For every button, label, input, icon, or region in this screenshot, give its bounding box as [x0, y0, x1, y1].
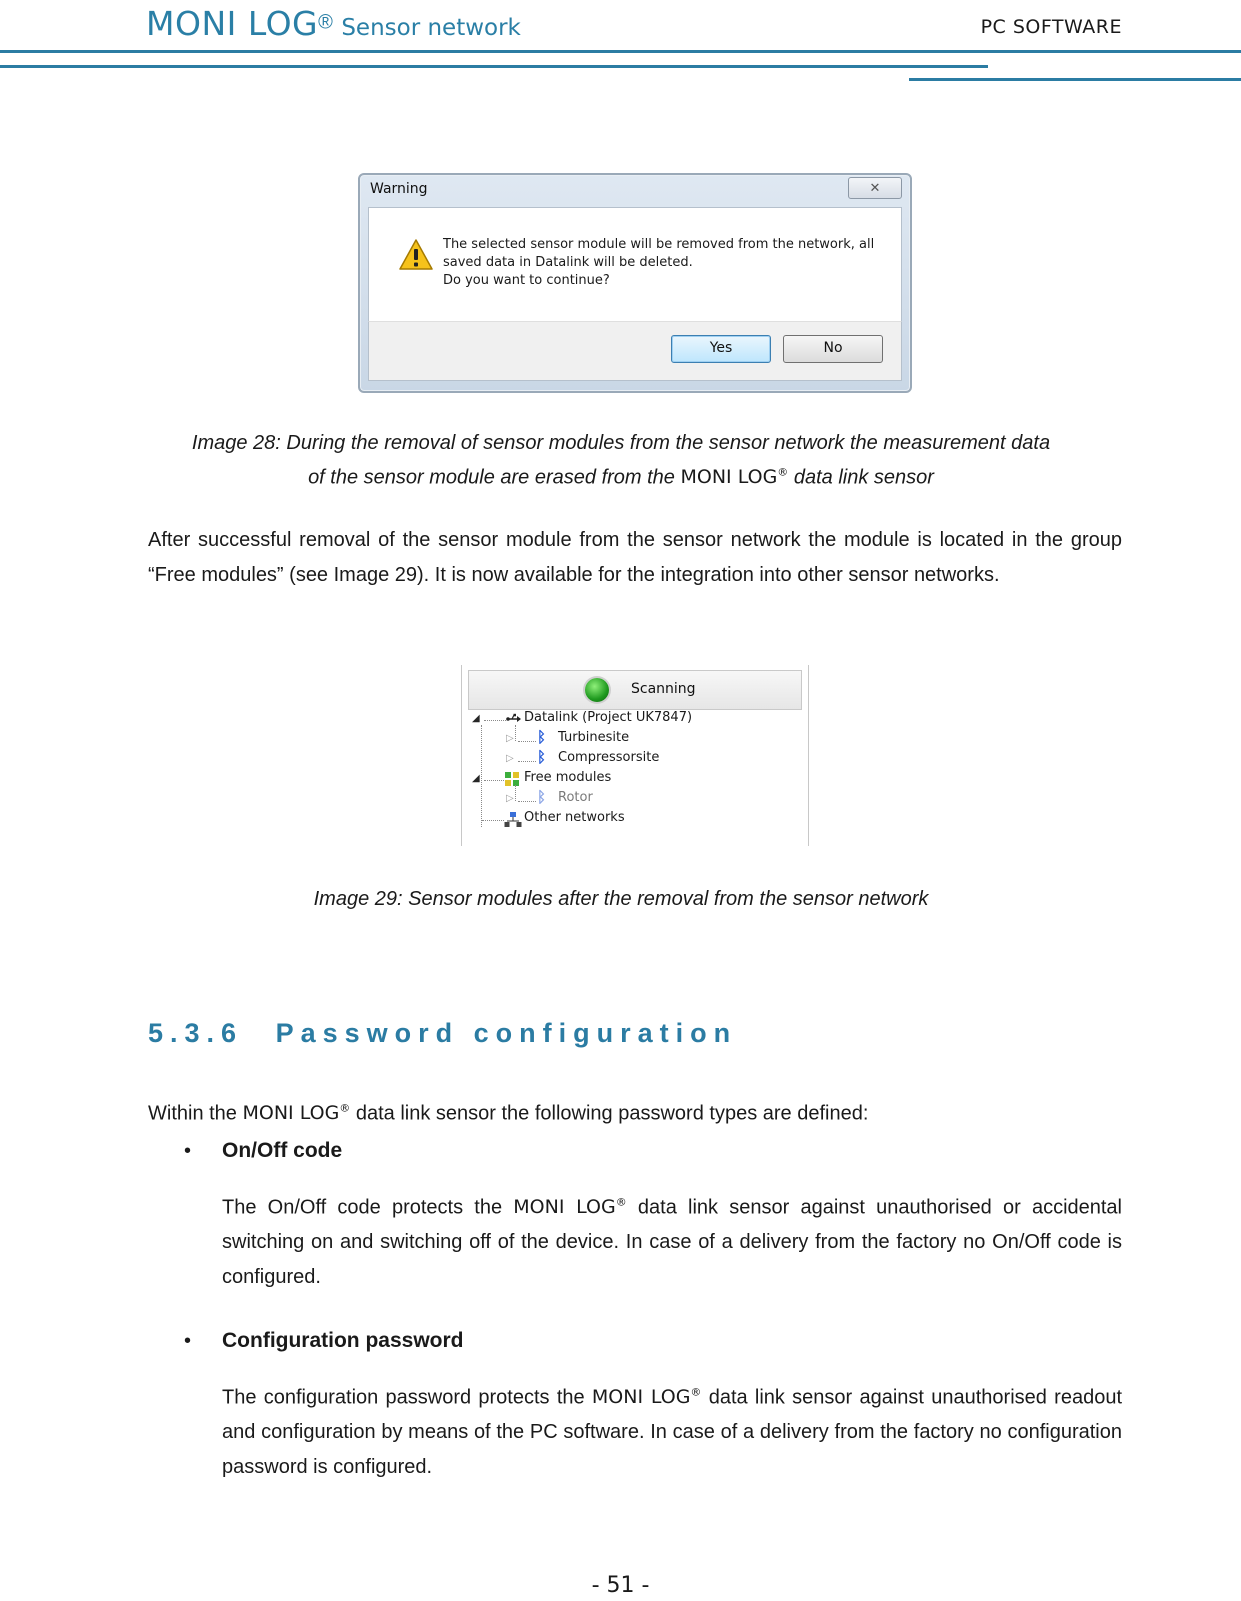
expand-toggle-closed-icon[interactable]: ▷ [506, 753, 514, 764]
no-button[interactable]: No [783, 335, 883, 363]
sensor-tree-panel [461, 665, 809, 846]
caption-line: Image 28: During the removal of sensor modules from the sensor network the measurement data [191, 432, 1051, 454]
page-number: - 51 - [591, 1573, 650, 1598]
item-text: data link sensor against unauthorised readout and configuration by means of the PC software. In case of a delivery from the factory no configuration password is configured. [222, 1386, 1123, 1479]
expand-toggle-closed-icon[interactable]: ▷ [506, 793, 514, 804]
dialog-message [443, 236, 874, 290]
header-rule-top [0, 50, 1241, 53]
paragraph-free-modules: After successful removal of the sensor module from the sensor network the module is located in the group “Free modules” (see Image 29). It is now available for the integration into other sensor networks. [148, 529, 1122, 586]
brand-inline [513, 1196, 626, 1218]
image-28-caption [146, 429, 1096, 492]
scan-label: Scanning [631, 681, 696, 697]
brand-name: MONI LOG [680, 466, 778, 489]
item-title-onoff: On/Off code [222, 1139, 343, 1162]
item-text: data link sensor against unauthorised or accidental switching on and switching off of the device. In case of a delivery from the factory no On/Off code is configured. [222, 1196, 1122, 1289]
bullet-marker: • [184, 1140, 192, 1162]
close-icon: ✕ [869, 180, 881, 195]
tree-connector [518, 761, 536, 762]
tree-connector [515, 725, 516, 741]
network-icon [504, 811, 522, 829]
bullet-marker: • [184, 1330, 192, 1352]
expand-toggle-open-icon[interactable]: ◢ [472, 713, 480, 724]
brand-registered-mark: ® [318, 11, 333, 34]
tree-node-rotor[interactable]: Rotor [558, 790, 593, 805]
image-29-caption: Image 29: Sensor modules after the removal from the sensor network [313, 888, 929, 910]
header-rule-middle [0, 65, 988, 68]
dialog-title: Warning [370, 181, 428, 197]
brand-reg: ® [339, 1102, 351, 1115]
tree-connector [484, 780, 504, 781]
header-rule-bottom [909, 78, 1241, 81]
caption-text: data link sensor [793, 466, 934, 489]
section-heading [148, 1018, 737, 1049]
item-text-onoff [222, 1185, 1122, 1295]
item-text: The On/Off code protects the [222, 1196, 503, 1219]
tree-connector [518, 741, 536, 742]
tree-connector [482, 820, 504, 821]
warning-dialog [358, 173, 912, 393]
dialog-close-button[interactable] [848, 177, 902, 199]
dialog-footer [368, 321, 902, 381]
caption-line [146, 458, 1096, 492]
brand-reg: ® [690, 1386, 702, 1399]
dialog-message-line: The selected sensor module will be removed from the network, all [443, 237, 875, 252]
item-text: The configuration password protects the [222, 1386, 585, 1409]
brand-name: MONI LOG [591, 1386, 691, 1409]
brand-inline [681, 466, 789, 488]
brand-subtitle: Sensor network [341, 15, 521, 41]
intro-paragraph [148, 1091, 1122, 1131]
item-title-config: Configuration password [222, 1329, 464, 1352]
bluetooth-icon: ᛒ [537, 729, 547, 746]
brand-inline [243, 1102, 351, 1124]
tree-connector [518, 801, 536, 802]
tree-connector [481, 725, 482, 827]
expand-toggle-closed-icon[interactable]: ▷ [506, 733, 514, 744]
brand-reg: ® [777, 466, 789, 479]
tree-node-turbinesite[interactable]: Turbinesite [558, 730, 630, 745]
tree-connector [515, 785, 516, 801]
tree-node-free-modules[interactable]: Free modules [524, 770, 612, 785]
tree-node-datalink[interactable]: Datalink (Project UK7847) [524, 710, 693, 725]
free-modules-icon [504, 771, 520, 787]
section-title: Password configuration [275, 1018, 738, 1048]
item-text-config [222, 1375, 1122, 1485]
usb-icon [506, 712, 522, 726]
section-number: 5.3.6 [148, 1018, 244, 1048]
brand-reg: ® [615, 1196, 627, 1209]
tree-node-other-networks[interactable]: Other networks [524, 810, 625, 825]
scan-status-icon[interactable] [585, 678, 609, 702]
dialog-body [368, 207, 902, 321]
tree-connector [484, 720, 506, 721]
bluetooth-icon: ᛒ [537, 789, 547, 806]
brand-inline [592, 1386, 702, 1408]
dialog-message-line: saved data in Datalink will be deleted. [443, 255, 693, 270]
scan-toolbar [468, 670, 802, 710]
bluetooth-icon: ᛒ [537, 749, 547, 766]
header-brand [146, 4, 521, 43]
warning-icon [399, 238, 433, 272]
yes-button[interactable]: Yes [671, 335, 771, 363]
expand-toggle-open-icon[interactable]: ◢ [472, 773, 480, 784]
brand-name: MONI LOG [242, 1102, 340, 1125]
intro-text: data link sensor the following password types are defined: [355, 1102, 869, 1125]
tree-node-compressorsite[interactable]: Compressorsite [558, 750, 660, 765]
caption-text: of the sensor module are erased from the [308, 466, 675, 489]
dialog-message-line: Do you want to continue? [443, 273, 610, 288]
intro-text: Within the [148, 1102, 237, 1125]
brand-logo: MONI LOG [146, 4, 319, 43]
header-section-label: PC SOFTWARE [980, 16, 1122, 38]
brand-name: MONI LOG [513, 1196, 616, 1219]
